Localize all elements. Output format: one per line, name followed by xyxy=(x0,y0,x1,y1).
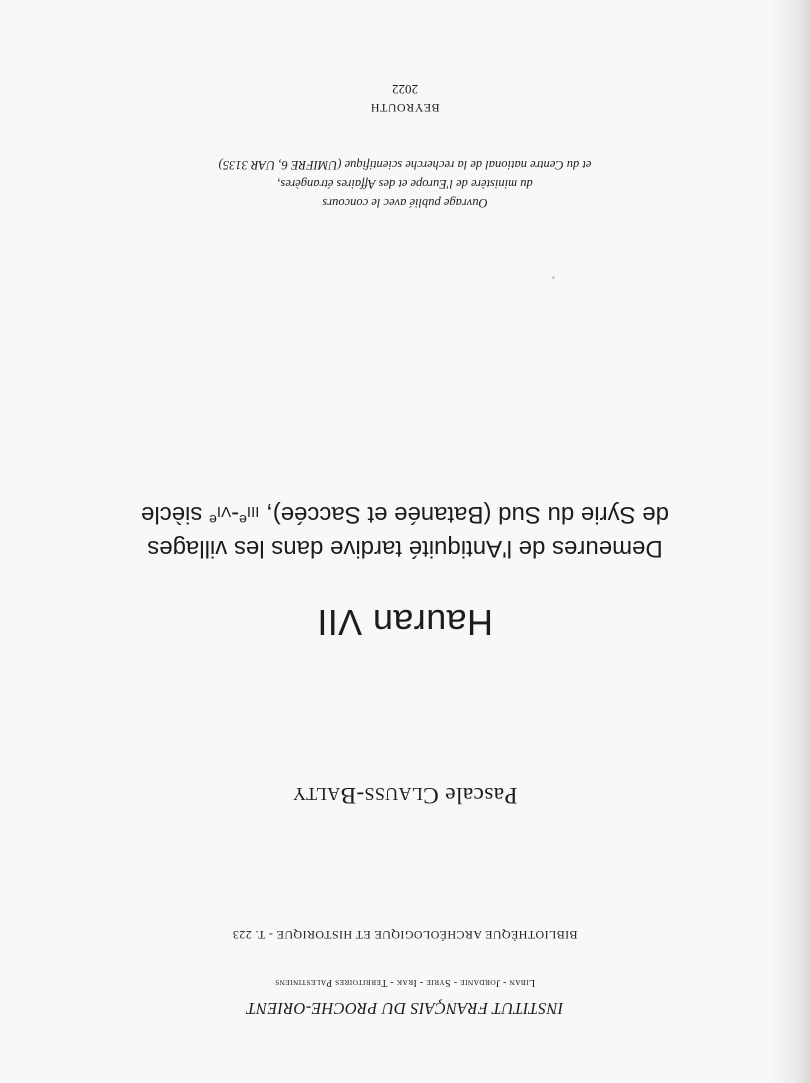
country-territoires-rest: ERRITOIRES xyxy=(334,978,381,987)
century-start: III xyxy=(246,503,260,520)
author-last-c-rest: LAUSS xyxy=(364,784,423,804)
paper-speck xyxy=(552,276,555,279)
author-name xyxy=(0,781,810,808)
separator: - xyxy=(387,977,397,988)
country-palestiniens-initial: P xyxy=(326,977,332,988)
support-line-1: Ouvrage publié avec le concours xyxy=(322,196,488,210)
author-last-b-rest: ALTY xyxy=(292,784,341,804)
support-line-3: et du Centre national de la recherche scientifique (UMIFRE 6, UAR 3135) xyxy=(218,158,592,172)
century-start-sup: e xyxy=(239,512,247,528)
book-subtitle-line-1: Demeures de l'Antiquité tardive dans les villages xyxy=(147,535,663,562)
space xyxy=(332,977,335,988)
century-dash: - xyxy=(231,501,240,528)
country-irak-rest: RAK xyxy=(396,978,414,987)
country-syrie-rest: YRIE xyxy=(426,978,445,987)
century-word: siècle xyxy=(141,501,210,528)
country-jordanie-initial: J xyxy=(495,977,500,988)
author-last-b-initial: B xyxy=(340,782,357,808)
imprint-city: BEYROUTH xyxy=(370,101,440,115)
country-liban-rest: IBAN xyxy=(509,978,529,987)
publisher-institute: INSTITUT FRANÇAIS DU PROCHE-ORIENT xyxy=(246,999,564,1018)
book-title: Hauran VII xyxy=(316,602,494,643)
country-palestiniens-rest: ALESTINIENS xyxy=(274,978,327,987)
country-irak-initial: I xyxy=(413,977,417,988)
separator: - xyxy=(450,977,460,988)
country-territoires-initial: T xyxy=(380,977,388,988)
author-first-name: Pascale xyxy=(438,782,518,808)
separator: - xyxy=(499,977,510,988)
publisher-countries xyxy=(0,977,810,988)
book-subtitle-line-2 xyxy=(0,500,810,528)
author-hyphen: - xyxy=(356,782,365,808)
century-end: VI xyxy=(216,503,232,520)
author-last-c-initial: C xyxy=(422,782,439,808)
century-end-sup: e xyxy=(209,512,217,528)
series-line: BIBLIOTHÈQUE ARCHÉOLOGIQUE ET HISTORIQUE - T. 223 xyxy=(232,928,578,942)
country-syrie-initial: S xyxy=(444,977,451,988)
country-liban-initial: L xyxy=(528,977,536,988)
separator: - xyxy=(416,977,427,988)
support-line-2: du ministère de l'Europe et des Affaires étrangères, xyxy=(277,177,533,191)
country-jordanie-rest: ORDANIE xyxy=(459,978,496,987)
subtitle-main: de Syrie du Sud (Batanée et Saccée), xyxy=(259,501,669,528)
imprint-year: 2022 xyxy=(392,82,418,97)
